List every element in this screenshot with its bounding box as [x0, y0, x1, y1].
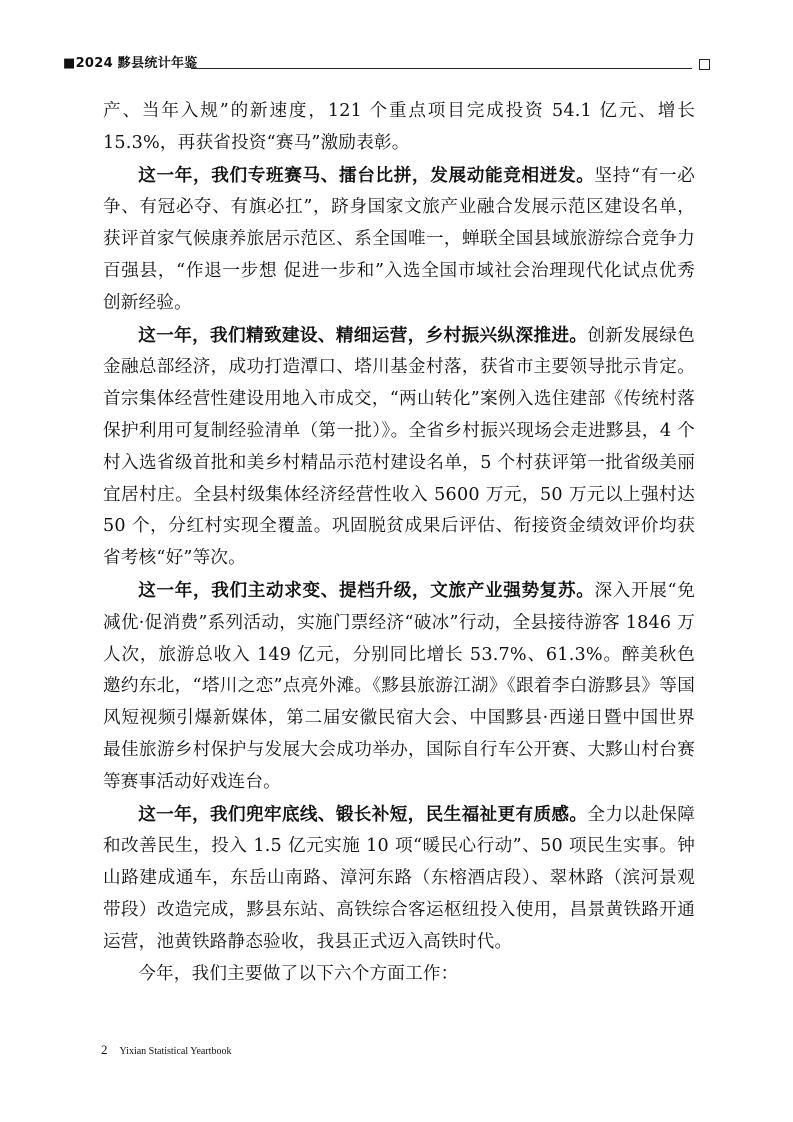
paragraph-lead: 这一年，我们主动求变、提档升级，文旅产业强势复苏。 [138, 579, 595, 601]
running-footer [101, 1041, 231, 1059]
running-header [63, 56, 712, 74]
paragraph-text: 产、当年入规”的新速度，121 个重点项目完成投资 54.1 亿元、增长 15.3%，再获省投资“赛马”激励表彰。 [103, 101, 695, 153]
page-number: 2 [101, 1042, 108, 1057]
header-square-icon [699, 59, 710, 70]
paragraph-rural-revitalization [103, 320, 695, 575]
paragraph-lead: 这一年，我们兜牢底线、锻长补短，民生福祉更有质感。 [138, 803, 588, 825]
paragraph-development [103, 160, 695, 320]
paragraph-lead: 这一年，我们专班赛马、擂台比拼，发展动能竞相迸发。 [138, 164, 595, 186]
paragraph-lead: 这一年，我们精致建设、精细运营，乡村振兴纵深推进。 [138, 324, 588, 346]
paragraph-continuation [103, 96, 695, 160]
paragraph-text: 创新发展绿色金融总部经济，成功打造潭口、塔川基金村落，获省市主要领导批示肯定。首宗集体经营性建设用地入市成交，“两山转化”案例入选住建部《传统村落保护利用可复制经验清单（第一批）》。全省乡村振兴现场会走进黟县，4 个村入选省级首批和美乡村精品示范村建设名单，5 个村获评第一批省级美丽宜居村庄。全县村级集体经济经营性收入 5600 万元，50 万元以上强村达 50 个，分红村实现全覆盖。巩固脱贫成果后评估、衔接资金绩效评价均获省考核“好”等次。 [103, 325, 695, 569]
paragraph-text: 今年，我们主要做了以下六个方面工作： [138, 963, 459, 984]
paragraph-text: 全力以赴保障和改善民生，投入 1.5 亿元实施 10 项“暖民心行动”、50 项民生实事。钟山路建成通车，东岳山南路、漳河东路（东榕酒店段）、翠林路（滨河景观带段）改造完成，黟县东站、高铁综合客运枢纽投入使用，昌景黄铁路开通运营，池黄铁路静态验收，我县正式迈入高铁时代。 [103, 804, 695, 952]
paragraph-tourism [103, 575, 695, 799]
header-rule [191, 68, 692, 69]
paragraph-text: 深入开展“免减优·促消费”系列活动，实施门票经济“破冰”行动，全县接待游客 1846 万人次，旅游总收入 149 亿元，分别同比增长 53.7%、61.3%。醉美秋色邀约东北，“塔川之恋”点亮外滩。《黟县旅游江湖》《跟着李白游黟县》等国风短视频引爆新媒体，第二届安徽民宿大会、中国黟县·西递日暨中国世界最佳旅游乡村保护与发展大会成功举办，国际自行车公开赛、大黟山村台赛等赛事活动好戏连台。 [103, 580, 695, 792]
paragraph-text: 坚持“有一必争、有冠必夺、有旗必扛”，跻身国家文旅产业融合发展示范区建设名单，获评首家气候康养旅居示范区、系全国唯一，蝉联全国县域旅游综合竞争力百强县，“作退一步想 促进一步和”入选全国市域社会治理现代化试点优秀创新经验。 [103, 165, 695, 313]
footer-label: Yixian Statistical Yeartbook [119, 1046, 232, 1057]
paragraph-summary [103, 959, 695, 991]
header-title: ■2024 黟县统计年鉴 [63, 56, 198, 71]
paragraph-livelihood [103, 799, 695, 959]
body-text [103, 96, 695, 990]
